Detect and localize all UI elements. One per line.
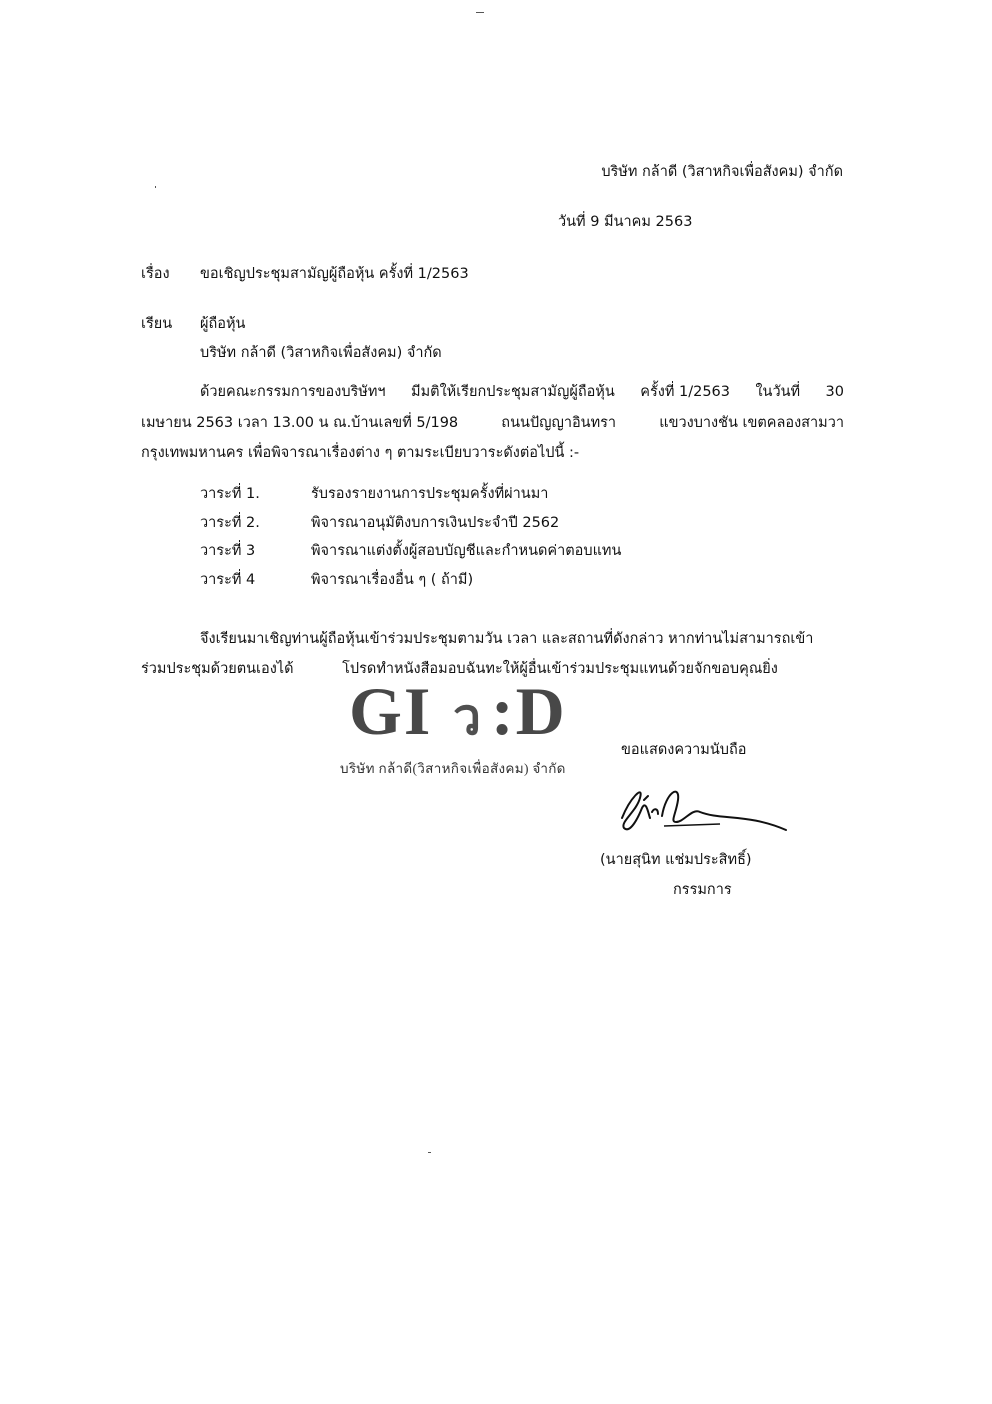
svg-text:ว: ว: [453, 689, 484, 745]
scan-speck: [476, 12, 484, 13]
agenda-number: วาระที่ 4: [200, 571, 256, 588]
text-segment: จึงเรียนมาเชิญท่านผู้ถือหุ้นเข้าร่วมประชุมตามวัน เวลา และสถานที่ดังกล่าว หากท่านไม่สามารถเข้า: [200, 631, 814, 647]
stamp-caption: บริษัท กล้าดี(วิสาหกิจเพื่อสังคม) จำกัด: [340, 761, 566, 776]
paragraph-line: กรุงเทพมหานคร เพื่อพิจารณาเรื่องต่าง ๆ ตามระเบียบวาระดังต่อไปนี้ :-: [141, 445, 580, 461]
closing-salutation: ขอแสดงความนับถือ: [621, 742, 747, 758]
text-segment: ในวันที่: [755, 384, 801, 400]
text-segment: มีมติให้เรียกประชุมสามัญผู้ถือหุ้น: [411, 384, 615, 400]
paragraph-line: [141, 377, 844, 408]
svg-text:GI: GI: [349, 676, 433, 746]
agenda-text: พิจารณาแต่งตั้งผู้สอบบัญชีและกำหนดค่าตอบแทน: [311, 543, 622, 559]
text-segment: ร่วมประชุมด้วยตนเองได้: [141, 661, 294, 677]
company-logo-stamp: [345, 676, 575, 758]
agenda-text: พิจารณาอนุมัติงบการเงินประจำปี 2562: [311, 514, 560, 531]
agenda-text: พิจารณาเรื่องอื่น ๆ ( ถ้ามี): [311, 571, 474, 588]
text-segment: โปรดทำหนังสือมอบฉันทะให้ผู้อื่นเข้าร่วมประชุมแทนด้วยจักขอบคุณยิ่ง: [342, 661, 778, 677]
agenda-number: วาระที่ 2.: [200, 514, 260, 531]
signer-name: (นายสุนิท แช่มประสิทธิ์): [600, 852, 752, 868]
agenda-text: รับรองรายงานการประชุมครั้งที่ผ่านมา: [311, 486, 549, 502]
text-segment: ถนนปัญญาอินทรา: [501, 414, 617, 431]
handwritten-signature: [600, 778, 790, 848]
opening-paragraph: [141, 377, 844, 469]
agenda-number: วาระที่ 1.: [200, 486, 260, 502]
scan-speck: [155, 186, 156, 188]
signature-stroke: [600, 778, 790, 848]
paragraph-line: [141, 408, 844, 439]
agenda-number: วาระที่ 3: [200, 543, 256, 559]
text-segment: ด้วยคณะกรรมการของบริษัทฯ: [200, 384, 386, 400]
recipient-line-1: ผู้ถือหุ้น: [200, 316, 246, 332]
text-segment: เมษายน 2563 เวลา 13.00 น ณ.บ้านเลขที่ 5/198: [141, 414, 459, 431]
logo-mark: [345, 676, 575, 746]
scan-speck: [428, 1152, 431, 1153]
text-segment: 30: [825, 384, 844, 400]
subject-label: เรื่อง: [141, 266, 170, 282]
paragraph-line: [141, 624, 844, 654]
signer-title: กรรมการ: [673, 882, 732, 898]
company-header: บริษัท กล้าดี (วิสาหกิจเพื่อสังคม) จำกัด: [601, 164, 843, 180]
letter-date: วันที่ 9 มีนาคม 2563: [558, 214, 693, 230]
text-segment: แขวงบางชัน เขตคลองสามวา: [659, 414, 844, 431]
recipient-line-2: บริษัท กล้าดี (วิสาหกิจเพื่อสังคม) จำกัด: [200, 345, 442, 361]
svg-text::D: :D: [491, 676, 567, 746]
text-segment: ครั้งที่ 1/2563: [640, 384, 730, 400]
recipient-label: เรียน: [141, 316, 173, 332]
subject-text: ขอเชิญประชุมสามัญผู้ถือหุ้น ครั้งที่ 1/2563: [200, 266, 469, 282]
closing-paragraph: [141, 624, 844, 684]
